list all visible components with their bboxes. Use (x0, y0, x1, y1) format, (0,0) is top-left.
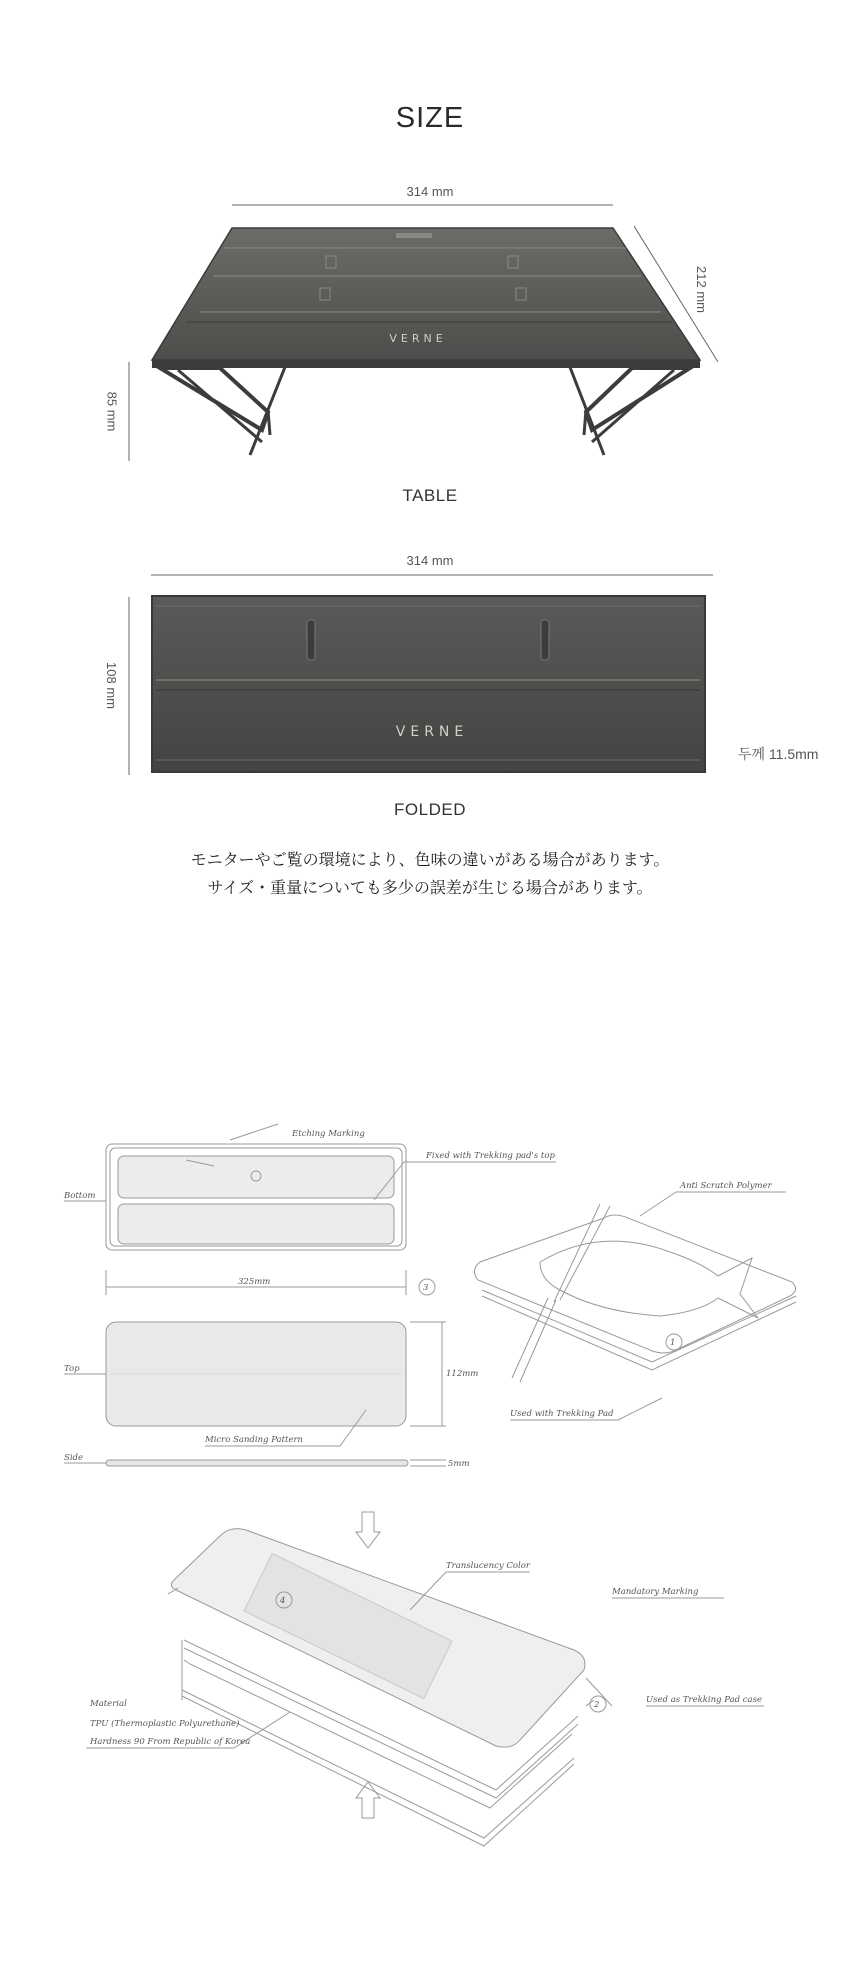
note-line-2: サイズ・重量についても多少の誤差が生じる場合があります。 (207, 878, 653, 897)
folded-height-text: 108 mm (103, 662, 119, 709)
thickness-label: 두께 11.5mm (738, 746, 819, 762)
label-mandatory: Mandatory Marking (612, 1587, 699, 1597)
table-height-text: 85 mm (104, 391, 120, 432)
table-depth-text: 212 mm (693, 266, 709, 313)
num-3: 3 (423, 1283, 429, 1293)
label-etching: Etching Marking (292, 1129, 365, 1139)
label-width: 325mm (238, 1277, 271, 1287)
table-caption: TABLE (402, 486, 458, 505)
label-micro: Micro Sanding Pattern (205, 1435, 304, 1445)
folded-height-label (104, 662, 119, 709)
folded-image (152, 596, 705, 772)
note-line-1: モニターやご覧の環境により、色味の違いがある場合があります。 (190, 850, 670, 869)
folded-caption: FOLDED (394, 800, 466, 819)
label-anti: Anti Scratch Polymer (680, 1181, 772, 1191)
label-used-case: Used as Trekking Pad case (646, 1695, 762, 1705)
folded-width-label: 314 mm (406, 553, 454, 568)
page-title: SIZE (395, 102, 465, 134)
label-hardness: Hardness 90 From Republic of Korea (90, 1737, 251, 1747)
label-thickness: 5mm (448, 1459, 470, 1469)
label-side: Side (64, 1453, 84, 1463)
num-4: 4 (280, 1596, 286, 1606)
num-2: 2 (594, 1700, 600, 1710)
table-brand-text: VERNE (389, 332, 447, 345)
label-top: Top (64, 1364, 80, 1374)
label-fixed: Fixed with Trekking pad's top (426, 1151, 555, 1161)
table-width-label: 314 mm (406, 184, 454, 199)
label-used-trekking: Used with Trekking Pad (510, 1409, 614, 1419)
folded-brand-text: VERNE (395, 724, 469, 740)
label-translucency: Translucency Color (446, 1561, 530, 1571)
num-1: 1 (670, 1338, 676, 1348)
table-height-label (104, 392, 119, 432)
label-bottom: Bottom (64, 1191, 96, 1201)
label-tpu: TPU (Thermoplastic Polyurethane) (90, 1719, 240, 1729)
table-depth-label (694, 266, 709, 313)
label-material: Material (90, 1699, 127, 1709)
label-depth: 112mm (446, 1369, 479, 1379)
